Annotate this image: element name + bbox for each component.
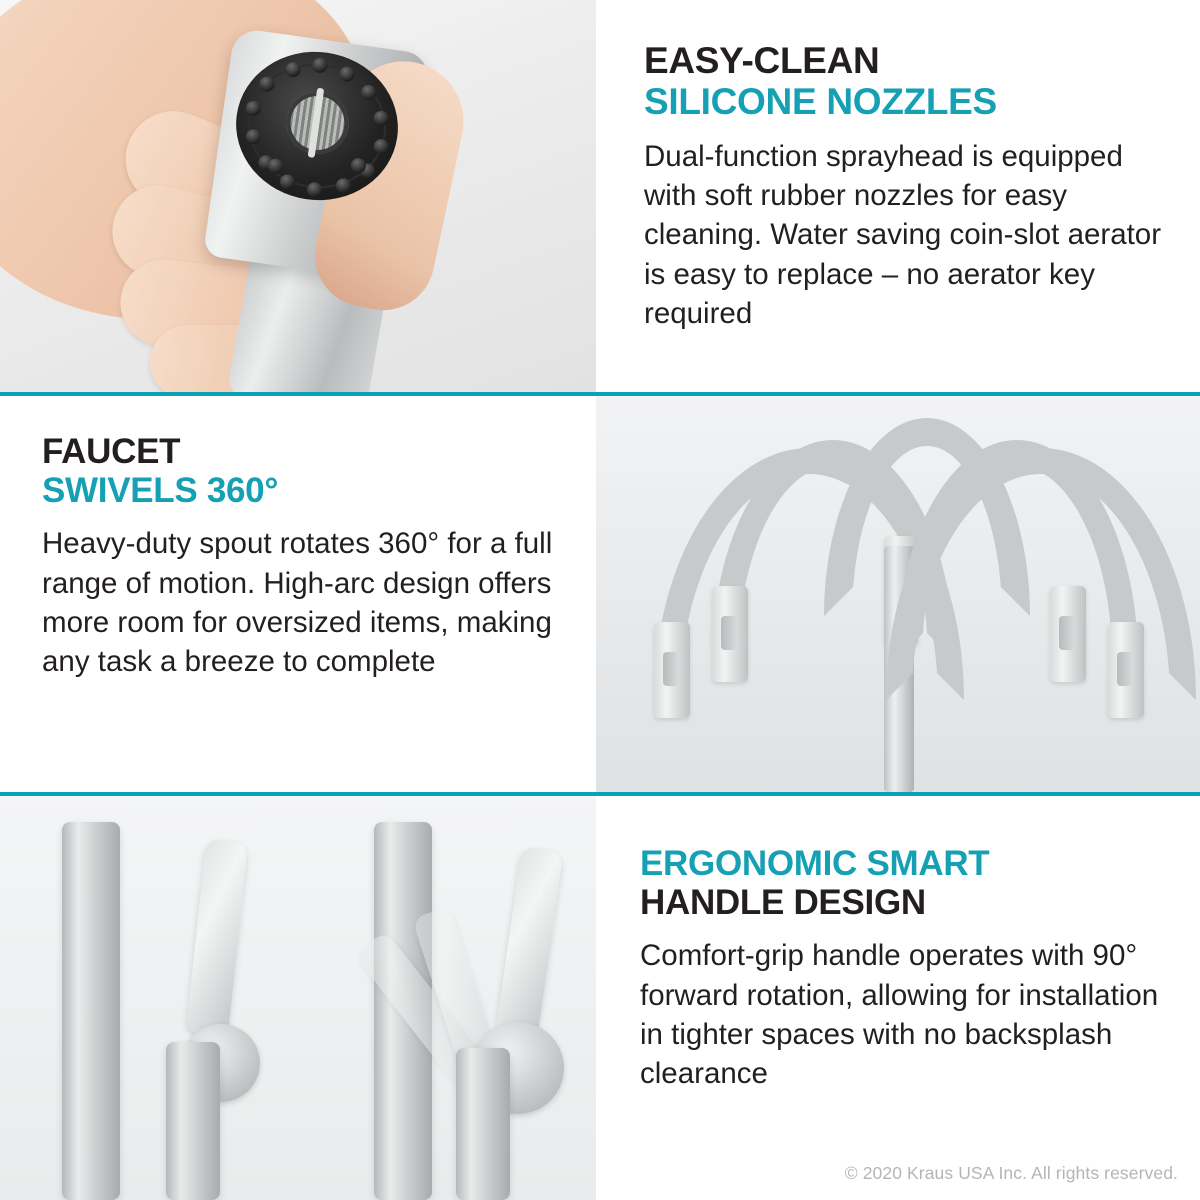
swivel-headline	[42, 432, 566, 510]
swivel-text-pane	[0, 396, 596, 792]
faucet-stem-left	[166, 1042, 220, 1200]
easy-clean-headline	[644, 40, 1166, 123]
spray-tip-outer-left	[654, 622, 690, 718]
swivel-headline-line1: FAUCET	[42, 432, 181, 471]
handle-text-pane	[596, 796, 1200, 1200]
handle-lever-right	[495, 846, 564, 1046]
spray-tip-outer-right	[1108, 622, 1144, 718]
handle-headline	[640, 844, 1170, 922]
handle-headline-line1: ERGONOMIC SMART	[640, 844, 990, 883]
handle-lever-left	[186, 838, 248, 1037]
swivel-headline-line2: SWIVELS 360°	[42, 471, 279, 511]
swivel-body: Heavy-duty spout rotates 360° for a full range of motion. High-arc design offers more room for oversized items, making any task a breeze to complete	[42, 527, 553, 679]
swivel-arcs-photo	[596, 396, 1200, 792]
easy-clean-body: Dual-function sprayhead is equipped with soft rubber nozzles for easy cleaning. Water saving coin-slot aerator is easy to replace – no aerator key required	[644, 139, 1162, 330]
faucet-body-left	[62, 822, 120, 1200]
arc-stage	[596, 396, 1200, 792]
panel-swivel	[0, 396, 1200, 792]
panel-handle	[0, 796, 1200, 1200]
handle-headline-line2: HANDLE DESIGN	[640, 883, 926, 923]
handle-photo	[0, 796, 596, 1200]
easy-clean-headline-line1: EASY-CLEAN	[644, 40, 880, 81]
copyright-notice: © 2020 Kraus USA Inc. All rights reserved.	[844, 1163, 1178, 1183]
handle-body: Comfort-grip handle operates with 90° forward rotation, allowing for installation in tighter spaces with no backsplash clearance	[640, 939, 1159, 1091]
faucet-stem-right	[456, 1048, 510, 1200]
easy-clean-headline-line2: SILICONE NOZZLES	[644, 81, 997, 123]
sprayhead-photo	[0, 0, 596, 392]
easy-clean-text-pane	[596, 0, 1200, 392]
panel-easy-clean	[0, 0, 1200, 392]
spray-tip-inner-left	[712, 586, 748, 682]
